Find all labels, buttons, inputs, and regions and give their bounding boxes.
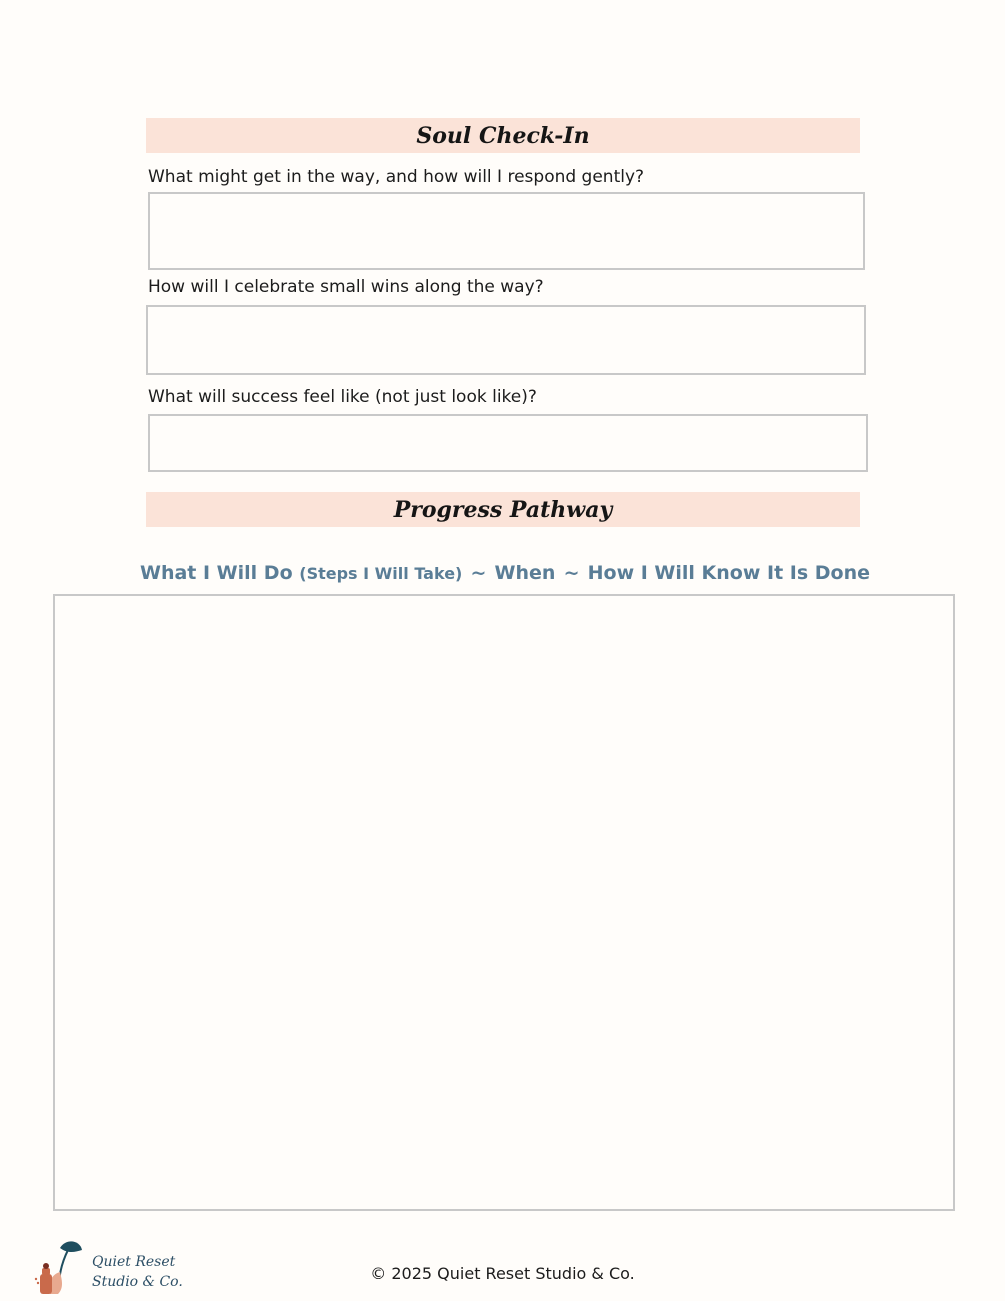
answer-success-field[interactable] xyxy=(148,414,868,472)
question-celebrate-label: How will I celebrate small wins along the way? xyxy=(148,277,544,297)
how-column-header: How I Will Know It Is Done xyxy=(587,562,870,584)
progress-pathway-banner xyxy=(146,492,860,527)
column-separator: ~ xyxy=(470,562,487,584)
column-separator: ~ xyxy=(563,562,580,584)
pathway-column-headers xyxy=(140,558,870,588)
question-obstacles-label: What might get in the way, and how will I respond gently? xyxy=(148,167,645,187)
soul-check-in-banner xyxy=(146,118,860,153)
what-column-sublabel: (Steps I Will Take) xyxy=(299,564,463,583)
logo-line-1: Quiet Reset xyxy=(92,1254,176,1270)
answer-obstacles-field[interactable] xyxy=(148,192,865,270)
what-column-label: What I Will Do xyxy=(140,562,293,584)
what-column-header xyxy=(140,562,462,584)
copyright-footer: © 2025 Quiet Reset Studio & Co. xyxy=(370,1264,635,1283)
logo-line-2: Studio & Co. xyxy=(92,1274,183,1290)
progress-pathway-entry-area[interactable] xyxy=(53,594,955,1211)
when-column-header: When xyxy=(494,562,556,584)
answer-celebrate-field[interactable] xyxy=(146,305,866,375)
progress-pathway-title: Progress Pathway xyxy=(393,496,613,523)
soul-check-in-title: Soul Check-In xyxy=(416,122,590,149)
question-success-label: What will success feel like (not just look like)? xyxy=(148,387,537,407)
